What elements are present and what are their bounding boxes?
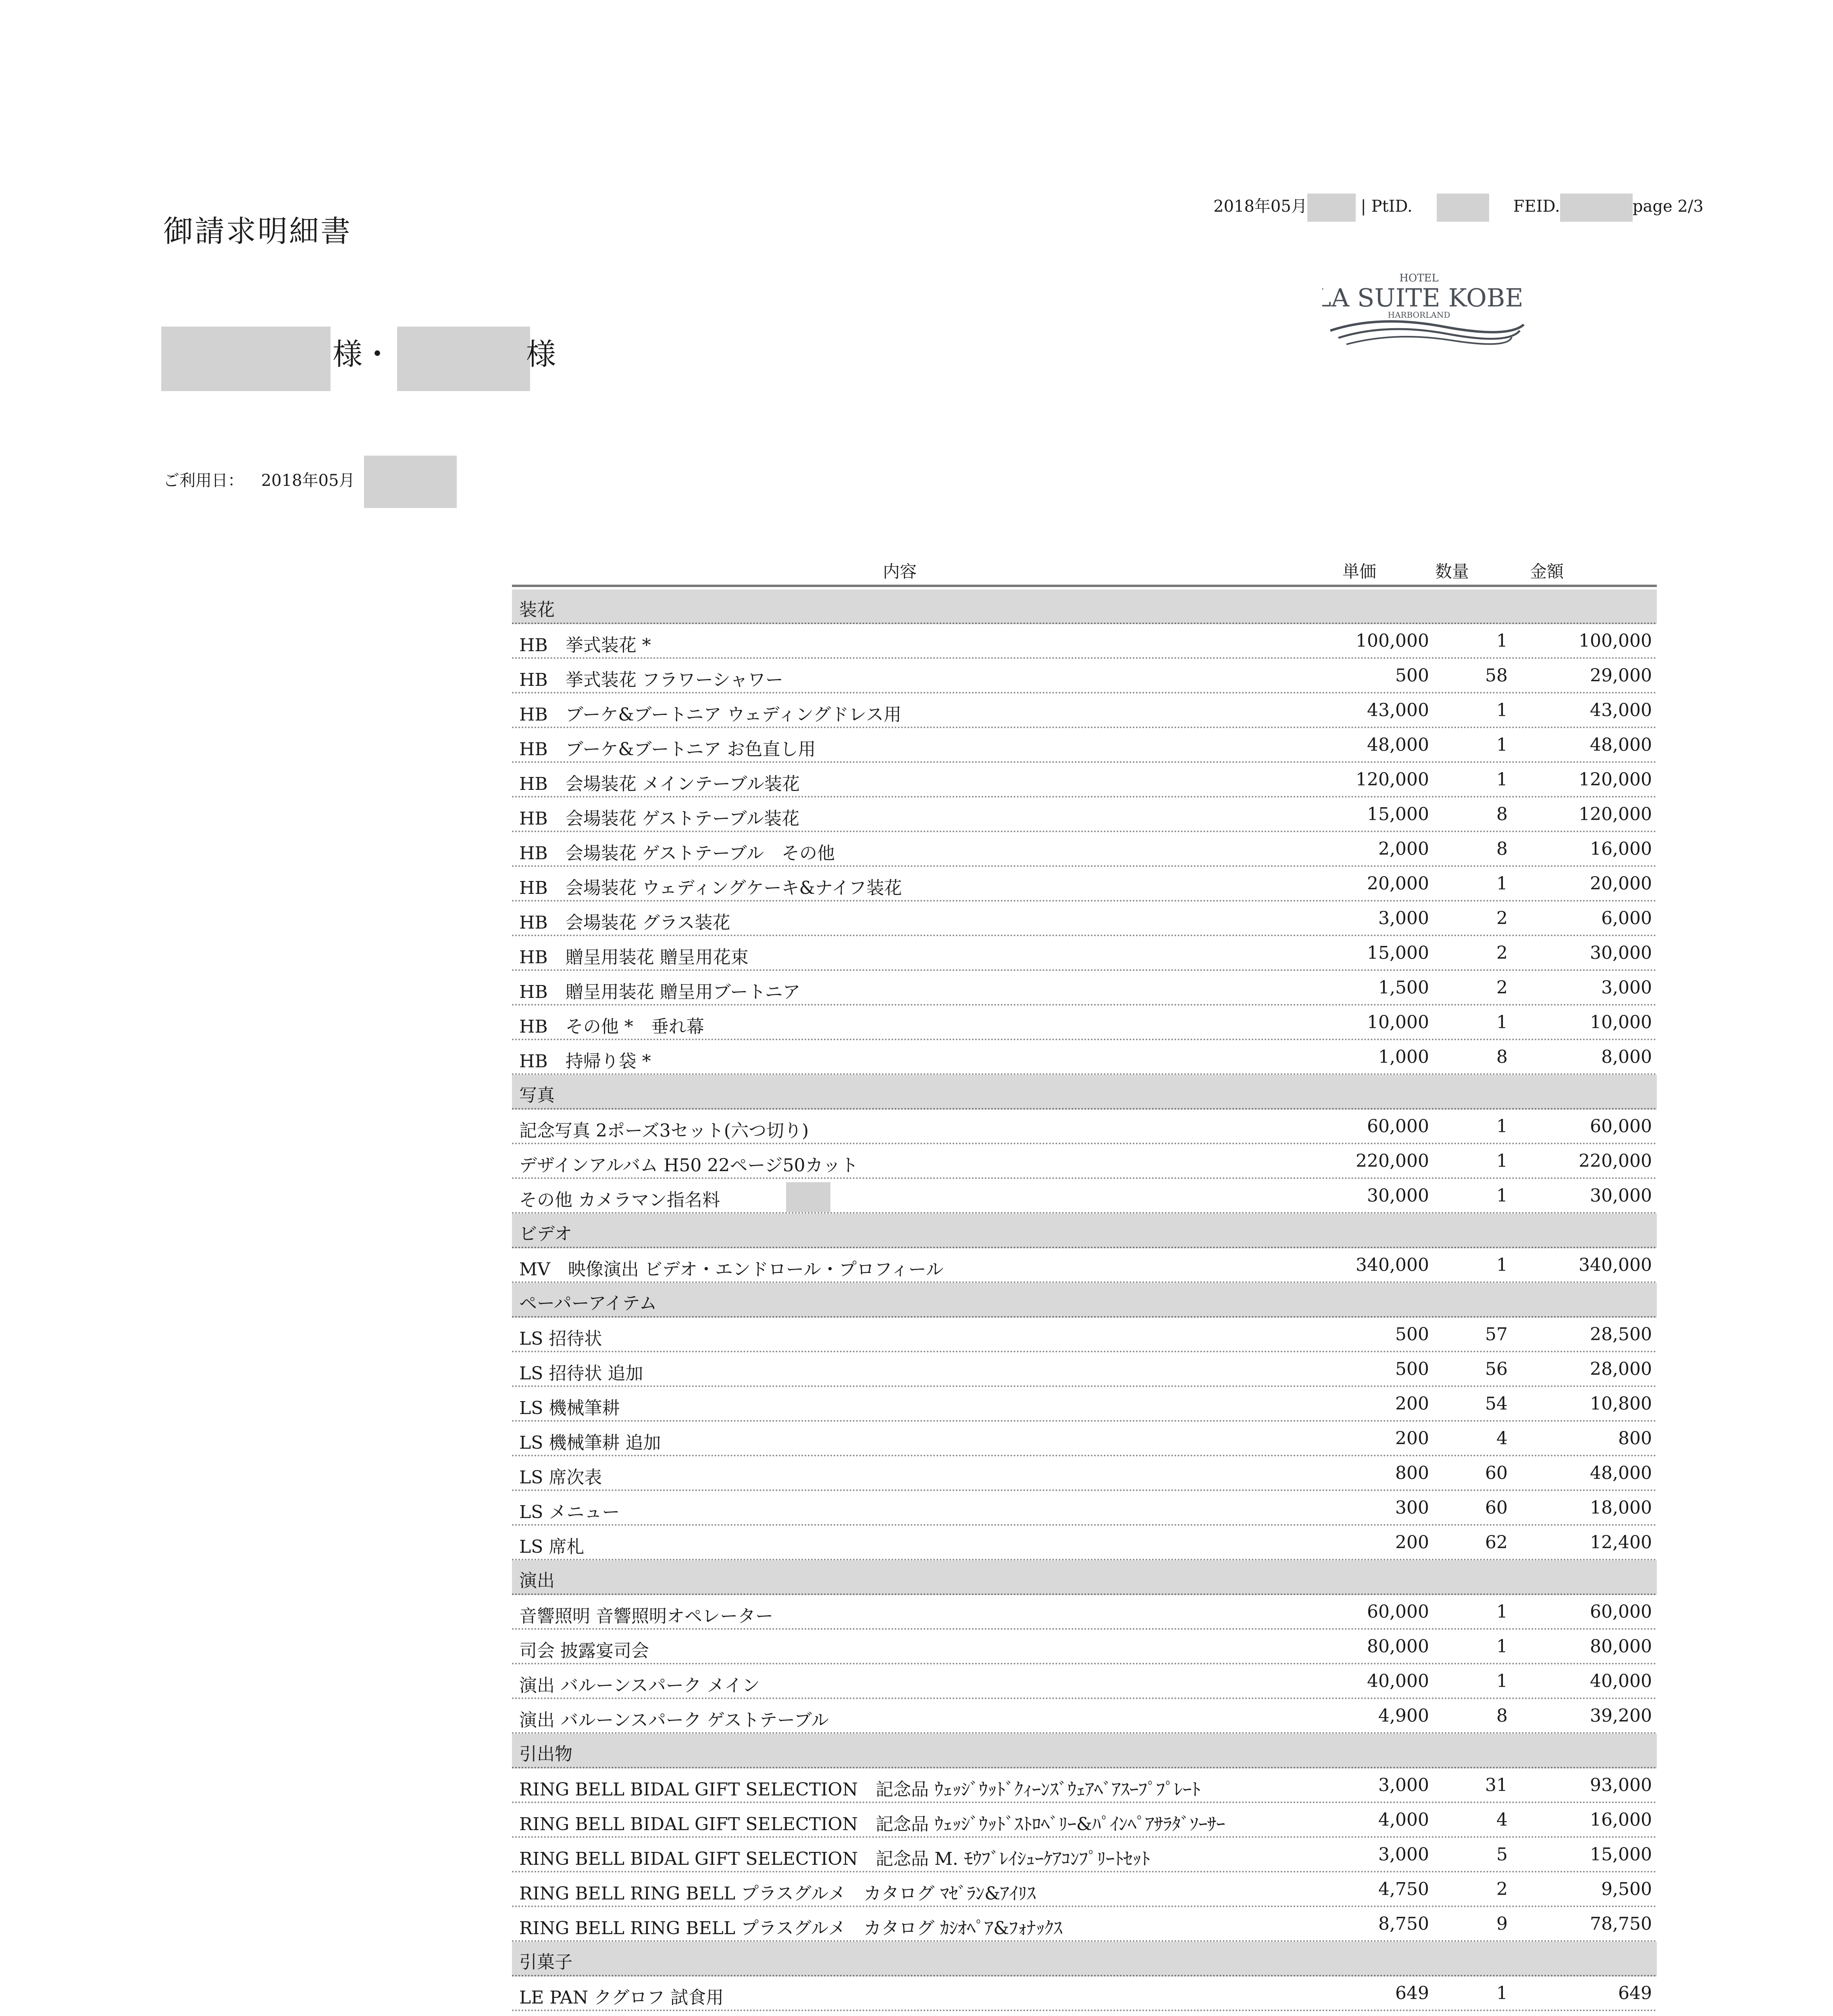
item-unit-price: 500 <box>1395 665 1429 686</box>
item-unit-price: 60,000 <box>1367 1602 1429 1622</box>
table-row <box>512 1838 1657 1872</box>
item-quantity: 54 <box>1485 1393 1508 1414</box>
recipient-suffix: 様 <box>526 337 556 372</box>
item-description: RING BELL RING BELL プラスグルメ カタログ ﾏｾﾞﾗﾝ&ｱｲﾘｽ <box>519 1883 1036 1904</box>
item-amount: 43,000 <box>1590 700 1652 721</box>
item-amount: 60,000 <box>1590 1116 1652 1137</box>
table-row <box>512 1768 1657 1803</box>
item-unit-price: 200 <box>1395 1532 1429 1553</box>
item-unit-price: 200 <box>1395 1393 1429 1414</box>
table-row <box>512 1387 1657 1422</box>
item-unit-price: 30,000 <box>1367 1185 1429 1206</box>
usage-date: 2018年05月 <box>261 471 355 490</box>
item-description: LS メニュー <box>519 1502 620 1522</box>
item-amount: 10,000 <box>1590 1012 1652 1033</box>
item-amount: 30,000 <box>1590 1185 1652 1206</box>
item-description: HB 挙式装花 フラワーシャワー <box>519 670 783 690</box>
table-row <box>512 1248 1657 1283</box>
item-quantity: 60 <box>1485 1463 1508 1483</box>
category-row <box>512 1560 1657 1595</box>
item-quantity: 2 <box>1496 1879 1508 1899</box>
item-quantity: 1 <box>1496 1012 1508 1033</box>
item-description: RING BELL RING BELL プラスグルメ カタログ ｶｼｵﾍﾟｱ&ﾌｫﾅｯｸｽ <box>519 1918 1063 1939</box>
item-amount: 220,000 <box>1579 1151 1652 1171</box>
item-description: HB その他 * 垂れ幕 <box>519 1016 704 1037</box>
table-row <box>512 1907 1657 1942</box>
table-row <box>512 1456 1657 1491</box>
table-row <box>512 1976 1657 2011</box>
item-description: 記念写真 2ポーズ3セット(六つ切り) <box>519 1120 809 1141</box>
column-header-amount: 金額 <box>1530 562 1564 581</box>
table-row <box>512 694 1657 728</box>
item-quantity: 1 <box>1496 631 1508 651</box>
item-description: LE PAN クグロフ 試食用 <box>519 1987 724 2008</box>
item-description: MV 映像演出 ビデオ・エンドロール・プロフィール <box>519 1259 944 1280</box>
category-label: 写真 <box>519 1085 555 1106</box>
item-description: HB 会場装花 ウェディングケーキ&ナイフ装花 <box>519 878 902 898</box>
item-description: HB 会場装花 メインテーブル装花 <box>519 774 800 794</box>
item-description: LS 招待状 追加 <box>519 1363 643 1384</box>
category-label: 装花 <box>519 600 555 620</box>
item-quantity: 31 <box>1485 1775 1508 1795</box>
item-quantity: 2 <box>1496 943 1508 963</box>
item-amount: 28,500 <box>1590 1324 1652 1345</box>
item-quantity: 8 <box>1496 839 1508 859</box>
item-quantity: 8 <box>1496 1706 1508 1726</box>
item-quantity: 1 <box>1496 1185 1508 1206</box>
item-quantity: 1 <box>1496 700 1508 721</box>
item-amount: 78,750 <box>1590 1914 1652 1934</box>
item-description: RING BELL BIDAL GIFT SELECTION 記念品 ｳｪｯｼﾞｳｯﾄﾞｽﾄﾛﾍﾞﾘｰ&ﾊﾟｲﾝﾍﾟｱｻﾗﾀﾞｿｰｻｰ <box>519 1814 1225 1835</box>
item-quantity: 62 <box>1485 1532 1508 1553</box>
item-amount: 48,000 <box>1590 735 1652 755</box>
item-quantity: 1 <box>1496 735 1508 755</box>
item-description: RING BELL BIDAL GIFT SELECTION 記念品 ｳｪｯｼﾞｳｯﾄﾞｸｨｰﾝｽﾞｳｪｱﾍﾞｱｽｰﾌﾟﾌﾟﾚｰﾄ <box>519 1779 1201 1800</box>
item-quantity: 1 <box>1496 1671 1508 1691</box>
category-label: 引出物 <box>519 1744 572 1764</box>
table-row <box>512 902 1657 936</box>
hotel-logo-graphic <box>1322 266 1532 355</box>
item-amount: 800 <box>1618 1428 1652 1449</box>
item-unit-price: 80,000 <box>1367 1636 1429 1657</box>
category-label: 引菓子 <box>519 1952 572 1972</box>
item-amount: 340,000 <box>1579 1255 1652 1275</box>
table-row <box>512 867 1657 902</box>
item-unit-price: 200 <box>1395 1428 1429 1449</box>
redaction-box <box>397 327 530 391</box>
item-description: LS 招待状 <box>519 1329 602 1349</box>
item-amount: 48,000 <box>1590 1463 1652 1483</box>
item-amount: 60,000 <box>1590 1602 1652 1622</box>
item-quantity: 1 <box>1496 1116 1508 1137</box>
item-quantity: 2 <box>1496 908 1508 929</box>
item-description: HB 会場装花 グラス装花 <box>519 912 730 933</box>
item-unit-price: 43,000 <box>1367 700 1429 721</box>
usage-date-line <box>163 456 457 508</box>
item-unit-price: 3,000 <box>1378 1844 1429 1865</box>
item-amount: 39,200 <box>1590 1706 1652 1726</box>
recipient-block <box>161 323 645 391</box>
item-amount: 12,400 <box>1590 1532 1652 1553</box>
item-description: HB 挙式装花 * <box>519 635 651 656</box>
item-amount: 16,000 <box>1590 839 1652 859</box>
header-rule <box>512 585 1657 587</box>
item-description: LS 機械筆耕 追加 <box>519 1433 661 1453</box>
table-row <box>512 1179 1657 1214</box>
table-row <box>512 1664 1657 1699</box>
item-quantity: 8 <box>1496 804 1508 825</box>
item-description: HB 会場装花 ゲストテーブル装花 <box>519 808 799 829</box>
table-row <box>512 659 1657 694</box>
table-row <box>512 1491 1657 1526</box>
logo-sub: HARBORLAND <box>1388 310 1450 320</box>
item-description: HB ブーケ&ブートニア ウェディングドレス用 <box>519 704 901 725</box>
item-amount: 80,000 <box>1590 1636 1652 1657</box>
redaction-box <box>1560 194 1633 222</box>
item-amount: 20,000 <box>1590 873 1652 894</box>
item-quantity: 57 <box>1485 1324 1508 1345</box>
item-amount: 6,000 <box>1601 908 1652 929</box>
logo-main: LA SUITE KOBE <box>1322 283 1523 312</box>
table-row <box>512 2011 1657 2016</box>
item-amount: 120,000 <box>1579 804 1652 825</box>
item-description: 音響照明 音響照明オペレーター <box>519 1606 773 1627</box>
table-row <box>512 1526 1657 1560</box>
item-quantity: 4 <box>1496 1810 1508 1830</box>
table-row <box>512 1352 1657 1387</box>
item-description: 演出 バルーンスパーク ゲストテーブル <box>519 1710 829 1731</box>
table-row <box>512 832 1657 867</box>
recipient-suffix: 様・ <box>333 337 392 372</box>
item-amount: 30,000 <box>1590 943 1652 963</box>
item-unit-price: 3,000 <box>1378 908 1429 929</box>
item-unit-price: 220,000 <box>1356 1151 1429 1171</box>
item-unit-price: 4,750 <box>1378 1879 1429 1899</box>
item-unit-price: 20,000 <box>1367 873 1429 894</box>
item-amount: 93,000 <box>1590 1775 1652 1795</box>
item-description: HB 持帰り袋 * <box>519 1051 651 1072</box>
item-unit-price: 800 <box>1395 1463 1429 1483</box>
column-header-description: 内容 <box>883 562 917 581</box>
item-quantity: 2 <box>1496 977 1508 998</box>
item-quantity: 1 <box>1496 769 1508 790</box>
item-description: 演出 バルーンスパーク メイン <box>519 1675 760 1696</box>
category-row <box>512 1075 1657 1110</box>
table-row <box>512 1699 1657 1734</box>
invoice-table <box>512 589 1657 2016</box>
page-title: 御請求明細書 <box>163 214 352 249</box>
item-description: LS 席札 <box>519 1537 585 1557</box>
item-quantity: 56 <box>1485 1359 1508 1379</box>
redaction-box <box>1307 194 1356 222</box>
item-unit-price: 60,000 <box>1367 1116 1429 1137</box>
item-unit-price: 4,900 <box>1378 1706 1429 1726</box>
item-quantity: 8 <box>1496 1047 1508 1067</box>
table-row <box>512 1110 1657 1144</box>
item-unit-price: 2,000 <box>1378 839 1429 859</box>
redaction-box <box>364 456 457 508</box>
item-amount: 8,000 <box>1601 1047 1652 1067</box>
item-amount: 9,500 <box>1601 1879 1652 1899</box>
category-label: ビデオ <box>519 1224 572 1244</box>
item-quantity: 1 <box>1496 873 1508 894</box>
category-row <box>512 589 1657 624</box>
table-row <box>512 1318 1657 1352</box>
item-quantity: 58 <box>1485 665 1508 686</box>
item-unit-price: 3,000 <box>1378 1775 1429 1795</box>
table-row <box>512 1040 1657 1075</box>
item-description: LS 席次表 <box>519 1467 602 1488</box>
item-unit-price: 1,000 <box>1378 1047 1429 1067</box>
item-description: HB 贈呈用装花 贈呈用花束 <box>519 947 749 968</box>
column-header-unit-price: 単価 <box>1342 562 1377 581</box>
feid-label: FEID. <box>1513 197 1560 216</box>
item-quantity: 1 <box>1496 1602 1508 1622</box>
table-row <box>512 1144 1657 1179</box>
item-quantity: 1 <box>1496 1636 1508 1657</box>
item-unit-price: 500 <box>1395 1359 1429 1379</box>
item-quantity: 1 <box>1496 1983 1508 2004</box>
usage-label: ご利用日： <box>163 471 244 490</box>
table-row <box>512 798 1657 832</box>
logo-top: HOTEL <box>1399 272 1439 284</box>
item-unit-price: 10,000 <box>1367 1012 1429 1033</box>
item-quantity: 1 <box>1496 1255 1508 1275</box>
item-amount: 120,000 <box>1579 769 1652 790</box>
item-amount: 18,000 <box>1590 1497 1652 1518</box>
item-amount: 16,000 <box>1590 1810 1652 1830</box>
table-row <box>512 624 1657 659</box>
item-description: デザインアルバム H50 22ページ50カット <box>519 1155 859 1176</box>
item-amount: 29,000 <box>1590 665 1652 686</box>
item-unit-price: 340,000 <box>1356 1255 1429 1275</box>
item-amount: 40,000 <box>1590 1671 1652 1691</box>
item-description: その他 カメラマン指名料 <box>519 1190 720 1210</box>
category-row <box>512 1734 1657 1768</box>
redaction-box <box>786 1182 830 1212</box>
category-row <box>512 1942 1657 1976</box>
item-unit-price: 120,000 <box>1356 769 1429 790</box>
table-row <box>512 1006 1657 1040</box>
item-unit-price: 4,000 <box>1378 1810 1429 1830</box>
item-unit-price: 8,750 <box>1378 1914 1429 1934</box>
table-row <box>512 971 1657 1006</box>
reference-line <box>1213 194 1704 222</box>
item-quantity: 1 <box>1496 1151 1508 1171</box>
item-unit-price: 40,000 <box>1367 1671 1429 1691</box>
item-unit-price: 15,000 <box>1367 804 1429 825</box>
item-description: RING BELL BIDAL GIFT SELECTION 記念品 M. ﾓｳﾌﾞﾚｲｼｭｰｹｱｺﾝﾌﾟﾘｰﾄｾｯﾄ <box>519 1849 1150 1869</box>
redaction-box <box>161 327 331 391</box>
item-amount: 3,000 <box>1601 977 1652 998</box>
item-description: HB 会場装花 ゲストテーブル その他 <box>519 843 835 864</box>
item-amount: 100,000 <box>1579 631 1652 651</box>
table-row <box>512 1630 1657 1664</box>
category-label: ペーパーアイテム <box>519 1293 657 1314</box>
ref-date: 2018年05月 <box>1213 197 1307 216</box>
table-row <box>512 728 1657 763</box>
item-unit-price: 500 <box>1395 1324 1429 1345</box>
column-header-quantity: 数量 <box>1435 562 1469 581</box>
item-description: HB ブーケ&ブートニア お色直し用 <box>519 739 816 760</box>
item-unit-price: 300 <box>1395 1497 1429 1518</box>
table-row <box>512 1422 1657 1456</box>
category-row <box>512 1214 1657 1248</box>
ptid-label: | PtID. <box>1361 197 1413 216</box>
category-label: 演出 <box>519 1570 555 1591</box>
item-quantity: 9 <box>1496 1914 1508 1934</box>
item-amount: 649 <box>1618 1983 1652 2004</box>
item-quantity: 60 <box>1485 1497 1508 1518</box>
item-amount: 28,000 <box>1590 1359 1652 1379</box>
page-number: page 2/3 <box>1632 197 1704 216</box>
item-unit-price: 1,500 <box>1378 977 1429 998</box>
table-row <box>512 1872 1657 1907</box>
item-amount: 10,800 <box>1590 1393 1652 1414</box>
item-description: 司会 披露宴司会 <box>519 1641 649 1661</box>
item-amount: 15,000 <box>1590 1844 1652 1865</box>
category-row <box>512 1283 1657 1318</box>
table-row <box>512 1803 1657 1838</box>
table-row <box>512 936 1657 971</box>
redaction-box <box>1437 194 1489 222</box>
item-description: HB 贈呈用装花 贈呈用ブートニア <box>519 982 801 1002</box>
item-description: LS 機械筆耕 <box>519 1398 620 1418</box>
table-row <box>512 763 1657 798</box>
item-unit-price: 15,000 <box>1367 943 1429 963</box>
item-quantity: 4 <box>1496 1428 1508 1449</box>
table-row <box>512 1595 1657 1630</box>
item-unit-price: 100,000 <box>1356 631 1429 651</box>
item-unit-price: 48,000 <box>1367 735 1429 755</box>
item-unit-price: 649 <box>1395 1983 1429 2004</box>
item-quantity: 5 <box>1496 1844 1508 1865</box>
hotel-logo <box>1322 266 1532 355</box>
